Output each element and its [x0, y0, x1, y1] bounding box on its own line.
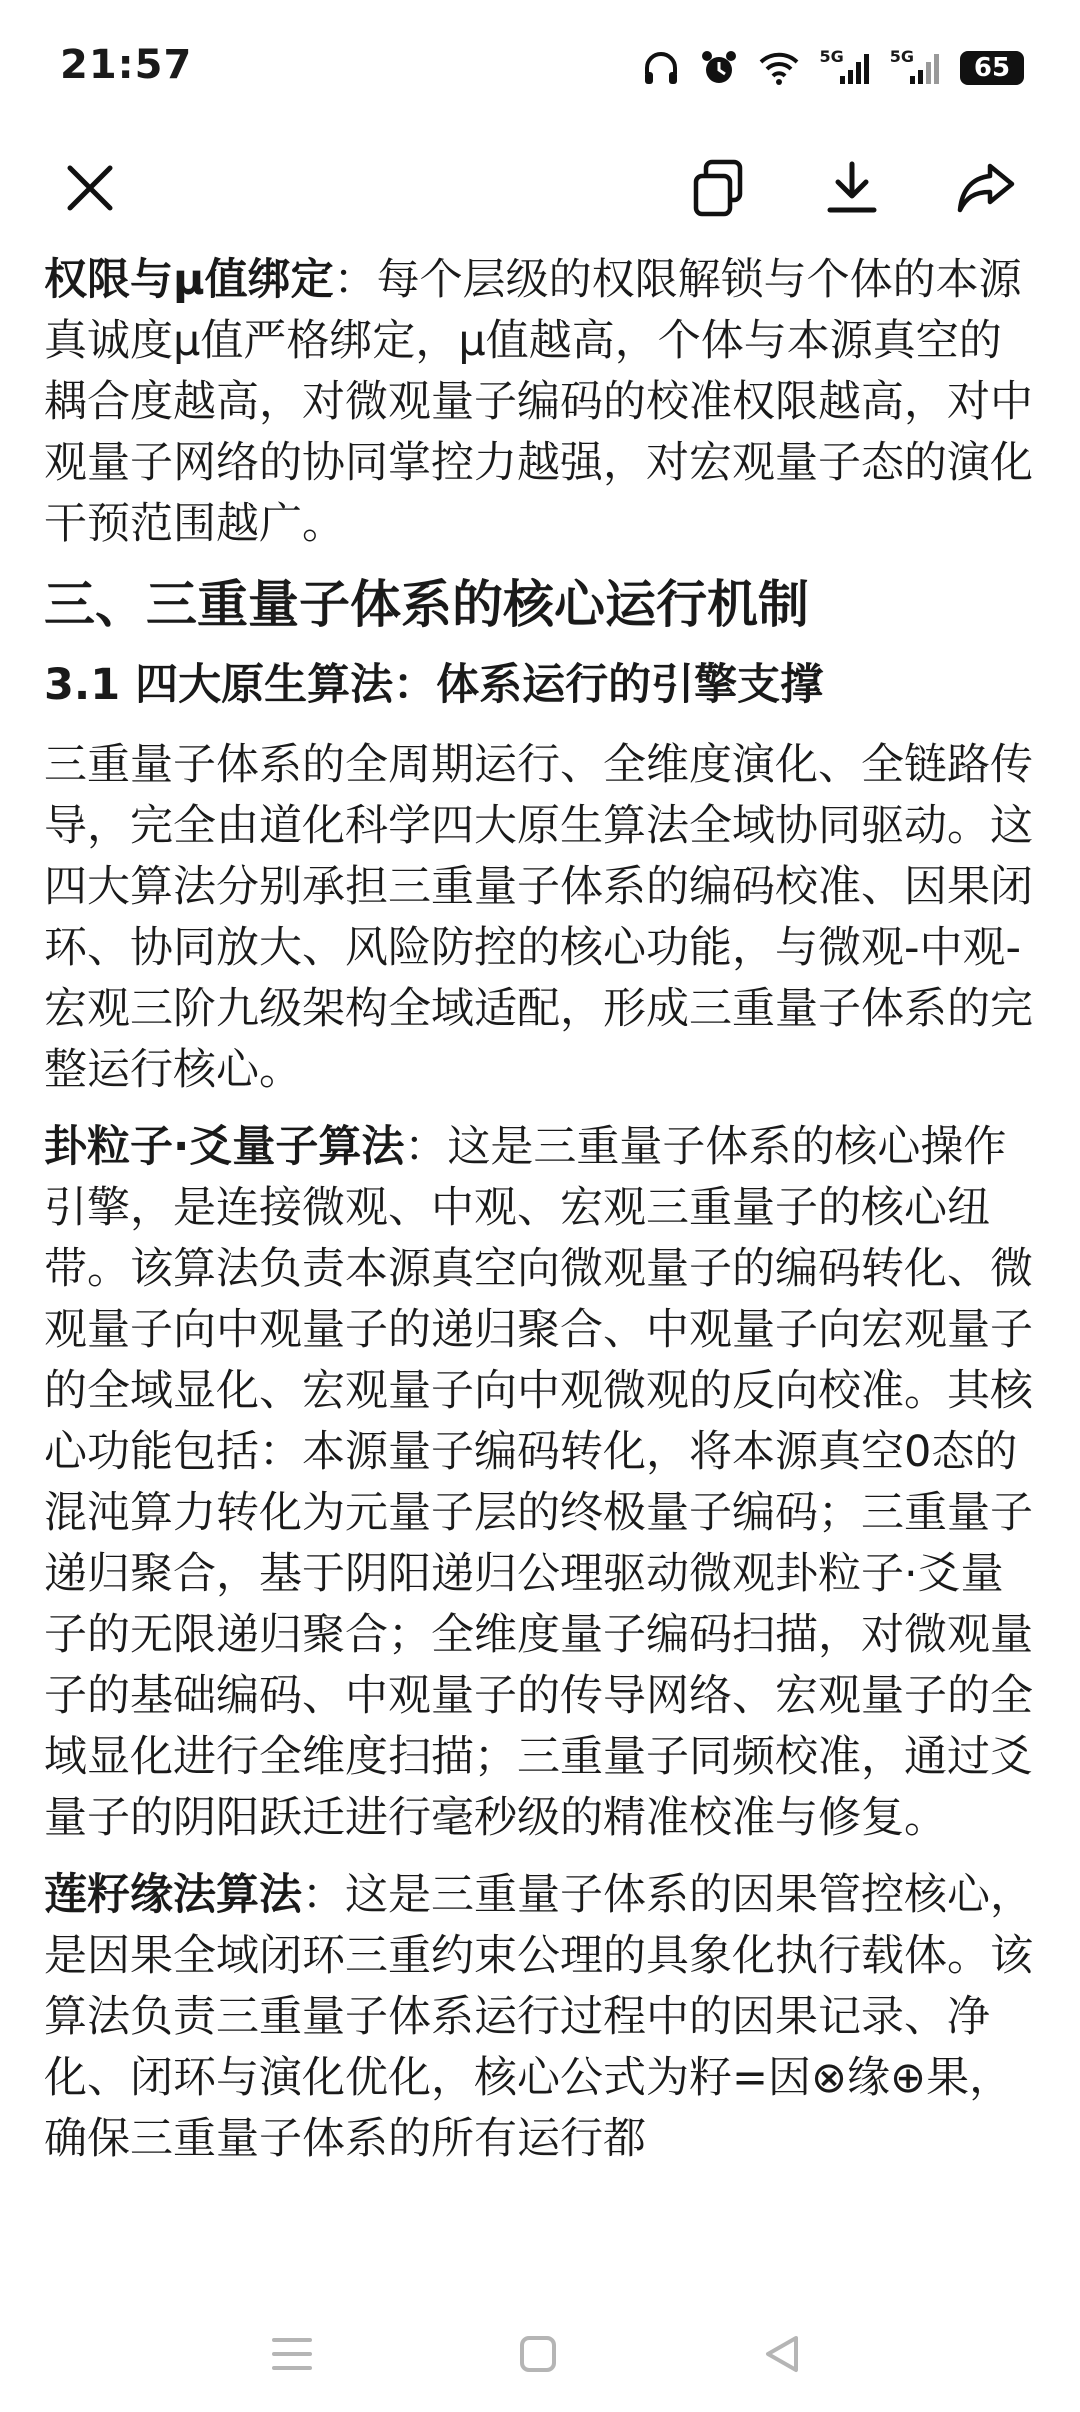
paragraph-permission-binding — [44, 250, 1034, 555]
headphones-icon — [641, 48, 681, 88]
article-content — [44, 250, 1034, 2186]
subsection-heading: 3.1 四大原生算法：体系运行的引擎支撑 — [44, 660, 824, 710]
system-nav-bar — [0, 2300, 1080, 2412]
download-button[interactable] — [802, 140, 902, 240]
status-icons — [641, 46, 1024, 90]
back-icon — [762, 2334, 802, 2378]
status-time: 21:57 — [60, 42, 193, 88]
paragraph-text: ：每个层级的权限解锁与个体的本源真诚度μ值严格绑定，μ值越高，个体与本源真空的耦合度越高，对微观量子编码的校准权限越高，对中观量子网络的协同掌控力越强，对宏观量子态的演化干预范围越广。 — [44, 255, 1033, 549]
paragraph-heading: 卦粒子·爻量子算法 — [44, 1122, 405, 1172]
back-button[interactable] — [752, 2326, 812, 2386]
download-icon — [824, 160, 880, 220]
close-icon — [62, 160, 118, 220]
copy-button[interactable] — [668, 140, 768, 240]
share-icon — [956, 160, 1016, 220]
top-toolbar — [0, 140, 1080, 240]
network-type-1: 5G — [819, 46, 844, 66]
alarm-icon — [699, 48, 739, 88]
wifi-icon — [757, 48, 801, 88]
section-heading: 三、三重量子体系的核心运行机制 — [44, 576, 810, 635]
battery-icon — [960, 51, 1024, 85]
paragraph-algorithms-intro: 三重量子体系的全周期运行、全维度演化、全链路传导，完全由道化科学四大原生算法全域协同驱动。这四大算法分别承担三重量子体系的编码校准、因果闭环、协同放大、风险防控的核心功能，与微观-中观-宏观三阶九级架构全域适配，形成三重量子体系的完整运行核心。 — [44, 740, 1033, 1095]
paragraph-text: ：这是三重量子体系的核心操作引擎，是连接微观、中观、宏观三重量子的核心纽带。该算法负责本源真空向微观量子的编码转化、微观量子向中观量子的递归聚合、中观量子向宏观量子的全域显化、宏观量子向中观微观的反向校准。其核心功能包括：本源量子编码转化，将本源真空0态的混沌算力转化为元量子层的终极量子编码；三重量子递归聚合，基于阴阳递归公理驱动微观卦粒子·爻量子的无限递归聚合；全维度量子编码扫描，对微观量子的基础编码、中观量子的传导网络、宏观量子的全域显化进行全维度扫描；三重量子同频校准，通过爻量子的阴阳跃迁进行毫秒级的精准校准与修复。 — [44, 1122, 1033, 1843]
battery-level: 65 — [973, 53, 1011, 83]
share-button[interactable] — [936, 140, 1036, 240]
paragraph-gua-algorithm — [44, 1117, 1034, 1849]
close-button[interactable] — [40, 140, 140, 240]
home-icon — [518, 2334, 558, 2378]
signal-group-1 — [819, 46, 871, 86]
network-type-2: 5G — [889, 46, 914, 66]
copy-icon — [690, 158, 746, 222]
status-bar — [0, 0, 1080, 140]
menu-icon — [270, 2334, 314, 2378]
paragraph-lianzi-algorithm — [44, 1865, 1034, 2170]
paragraph-text: ：这是三重量子体系的因果管控核心，是因果全域闭环三重约束公理的具象化执行载体。该算法负责三重量子体系运行过程中的因果记录、净化、闭环与演化优化，核心公式为籽=因⊗缘⊕果，确保三重量子体系的所有运行都 — [44, 1870, 1033, 2164]
home-button[interactable] — [508, 2326, 568, 2386]
signal-group-2 — [889, 46, 942, 86]
paragraph-heading: 权限与μ值绑定 — [44, 255, 334, 305]
recent-apps-button[interactable] — [262, 2326, 322, 2386]
paragraph-heading: 莲籽缘法算法 — [44, 1870, 302, 1920]
